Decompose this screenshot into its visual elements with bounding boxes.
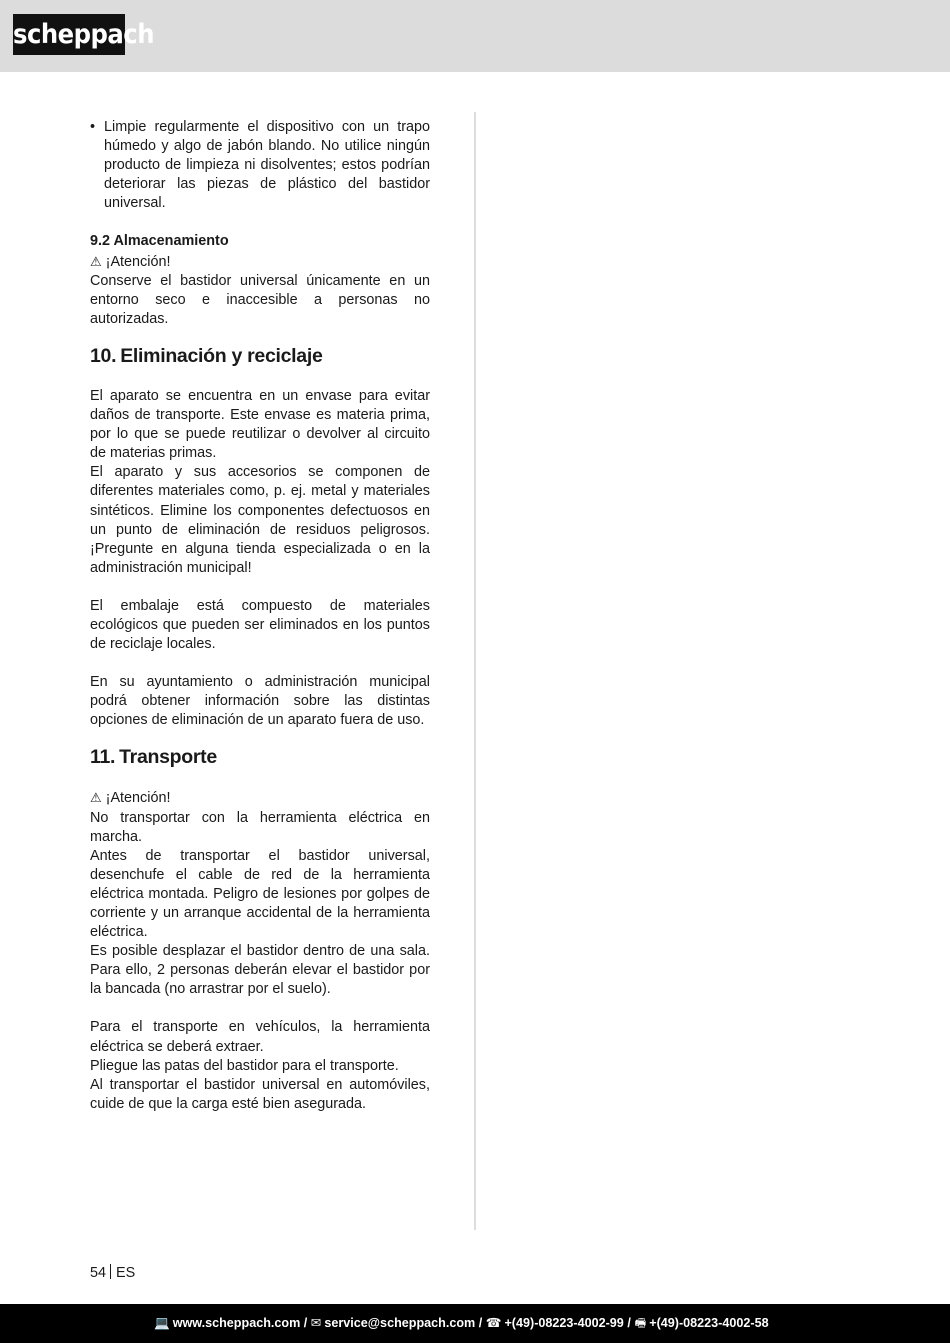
cleaning-bullet — [90, 118, 430, 213]
transport-paragraph-4: Para el transporte en vehículos, la herramienta eléctrica se deberá extraer. — [90, 1019, 430, 1055]
page-number-separator — [110, 1264, 111, 1279]
transport-paragraph-3: Es posible desplazar el bastidor dentro de una sala. Para ello, 2 personas deberán elevar el bastidor por la bancada (no arrastrar por el suelo). — [90, 943, 430, 998]
transport-heading: 11. Transporte — [90, 746, 217, 769]
warning-icon: ⚠ — [90, 790, 102, 806]
transport-attention: ⚠ ¡Atención! — [90, 790, 171, 807]
warning-icon: ⚠ — [90, 253, 102, 269]
transport-paragraph-6: Al transportar el bastidor universal en automóviles, cuide de que la carga esté bien asegurada. — [90, 1076, 430, 1112]
mail-icon: ✉ — [310, 1316, 322, 1330]
transport-paragraph-5: Pliegue las patas del bastidor para el transporte. — [90, 1057, 399, 1074]
footer-fax: +(49)-08223-4002-58 — [649, 1316, 769, 1330]
column-divider — [474, 112, 476, 1230]
disposal-paragraph-3: El embalaje está compuesto de materiales ecológicos que pueden ser eliminados en los puntos de reciclaje locales. — [90, 597, 430, 653]
bullet-icon: • — [90, 119, 96, 135]
disposal-paragraph-2: El aparato y sus accesorios se componen de diferentes materiales como, p. ej. metal y materiales sintéticos. Elimine los componentes defectuosos en un punto de eliminación de residuos peligrosos. ¡Pregunte en alguna tienda especializada o en la administración municipal! — [90, 464, 430, 576]
cleaning-bullet-text: Limpie regularmente el dispositivo con un trapo húmedo y algo de jabón blando. No utilice ningún producto de limpieza ni disolventes; estos podrían deteriorar las piezas de plástico del bastidor universal. — [104, 119, 430, 212]
phone-icon: ☎ — [485, 1316, 502, 1330]
storage-attention: ⚠ ¡Atención! — [90, 253, 171, 270]
footer-band — [0, 1304, 950, 1343]
disposal-heading: 10. Eliminación y reciclaje — [90, 344, 323, 367]
scheppach-logo: scheppach — [13, 14, 125, 55]
language-code: ES — [116, 1265, 136, 1281]
computer-icon: 💻 — [154, 1316, 170, 1330]
left-column — [90, 118, 430, 1114]
footer-website-link[interactable]: www.scheppach.com — [172, 1316, 301, 1330]
transport-paragraph-2: Antes de transportar el bastidor universal, desenchufe el cable de red de la herramienta eléctrica montada. Peligro de lesiones por golpes de corriente y un arranque accidental de la herramienta eléctrica. — [90, 847, 430, 941]
footer-phone: +(49)-08223-4002-99 — [504, 1316, 624, 1330]
footer-email-link[interactable]: service@scheppach.com — [324, 1316, 476, 1330]
footer-contacts: 💻 www.scheppach.com / ✉ service@scheppach.com / ☎ +(49)-08223-4002-99 / 🖷 +(49)-08223-4002-58 — [154, 1316, 769, 1330]
header-band — [0, 0, 950, 72]
storage-text: Conserve el bastidor universal únicamente en un entorno seco e inaccesible a personas no autorizadas. — [90, 272, 430, 327]
fax-icon: 🖷 — [634, 1316, 647, 1330]
transport-paragraph-1: No transportar con la herramienta eléctrica en marcha. — [90, 809, 430, 845]
disposal-paragraph-1: El aparato se encuentra en un envase para evitar daños de transporte. Este envase es materia prima, por lo que se puede reutilizar o devolver al circuito de materias primas. — [90, 387, 430, 462]
page-number: 54 ES — [90, 1265, 136, 1281]
storage-heading: 9.2 Almacenamiento — [90, 233, 229, 250]
disposal-paragraph-4: En su ayuntamiento o administración municipal podrá obtener información sobre las distintas opciones de eliminación de un aparato fuera de uso. — [90, 674, 430, 729]
